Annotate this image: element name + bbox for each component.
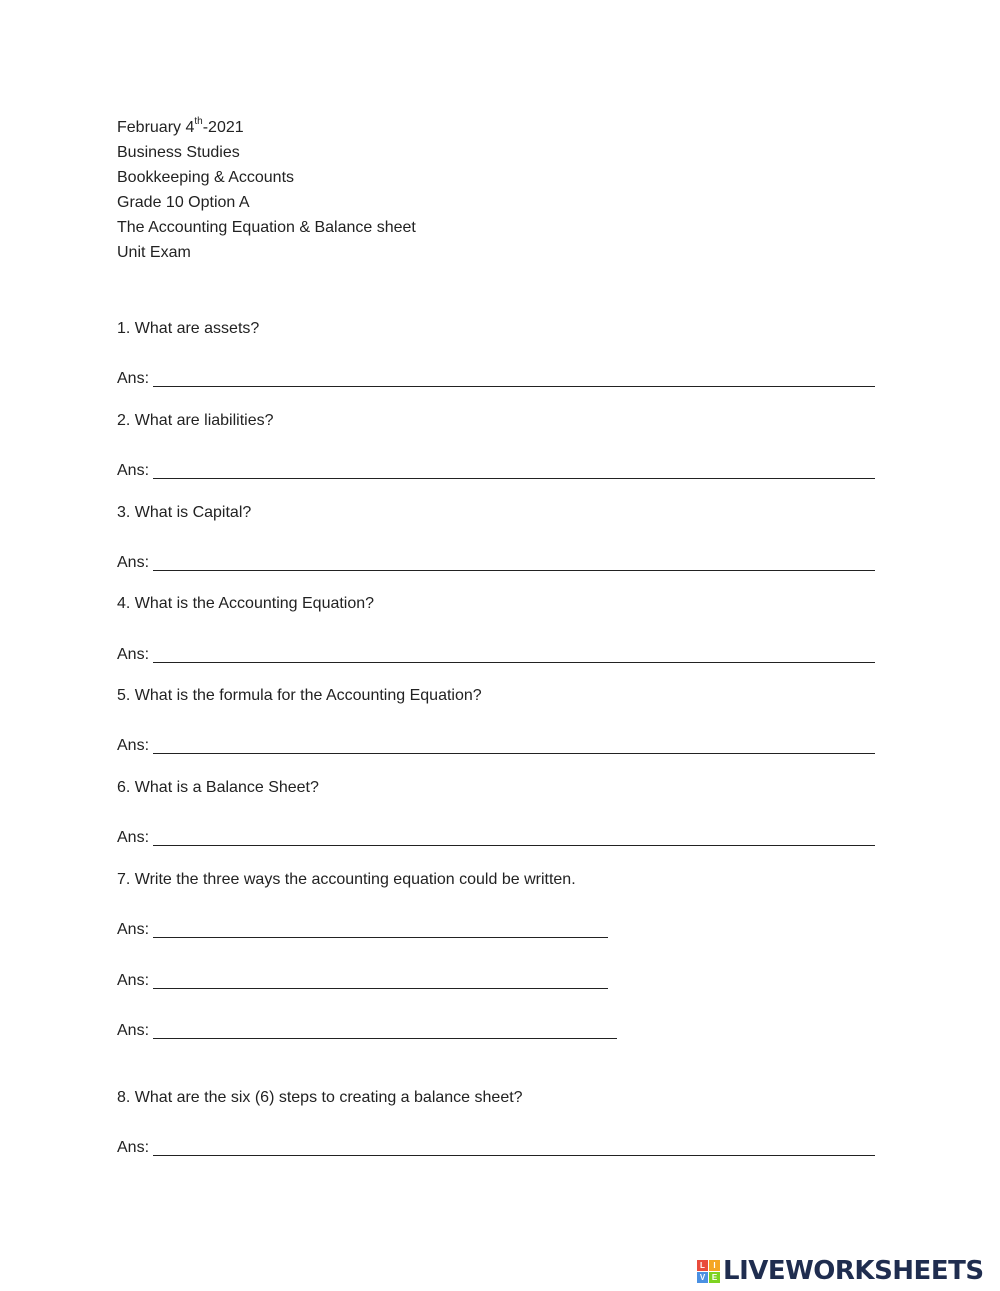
answer-label: Ans: [117,462,150,479]
exam-date: February 4th-2021 [117,115,244,136]
answer-label: Ans: [117,972,150,989]
topic-line: The Accounting Equation & Balance sheet [117,219,416,236]
answer-2-line[interactable] [153,478,875,479]
logo-mark-letter: V [697,1272,708,1283]
grade-line: Grade 10 Option A [117,194,250,211]
liveworksheets-logo-icon [697,1260,720,1283]
logo-mark-letter: I [709,1260,720,1271]
question-7: 7. Write the three ways the accounting equation could be written. [117,871,576,888]
question-5: 5. What is the formula for the Accounting Equation? [117,687,482,704]
question-2: 2. What are liabilities? [117,412,274,429]
answer-label: Ans: [117,829,150,846]
date-ordinal-suffix: th [194,115,203,127]
exam-type-line: Unit Exam [117,244,191,261]
question-8: 8. What are the six (6) steps to creating a balance sheet? [117,1089,523,1106]
logo-text: LIVEWORKSHEETS [723,1256,984,1286]
answer-label: Ans: [117,1139,150,1156]
answer-1-line[interactable] [153,386,875,387]
course-line: Bookkeeping & Accounts [117,169,295,186]
subject-line: Business Studies [117,144,240,161]
answer-label: Ans: [117,921,150,938]
answer-3-line[interactable] [153,570,875,571]
answer-8-line[interactable] [153,1155,875,1156]
answer-5-line[interactable] [153,753,875,754]
logo-mark-letter: L [697,1260,708,1271]
question-1: 1. What are assets? [117,320,260,337]
answer-label: Ans: [117,370,150,387]
answer-label: Ans: [117,554,150,571]
answer-label: Ans: [117,1022,150,1039]
answer-6-line[interactable] [153,845,875,846]
answer-label: Ans: [117,737,150,754]
answer-7c-line[interactable] [153,1038,617,1039]
liveworksheets-logo [697,1256,984,1286]
answer-7a-line[interactable] [153,937,608,938]
question-4: 4. What is the Accounting Equation? [117,595,375,612]
question-3: 3. What is Capital? [117,504,252,521]
answer-7b-line[interactable] [153,988,608,989]
answer-4-line[interactable] [153,662,875,663]
answer-label: Ans: [117,646,150,663]
question-6: 6. What is a Balance Sheet? [117,779,319,796]
logo-mark-letter: E [709,1272,720,1283]
